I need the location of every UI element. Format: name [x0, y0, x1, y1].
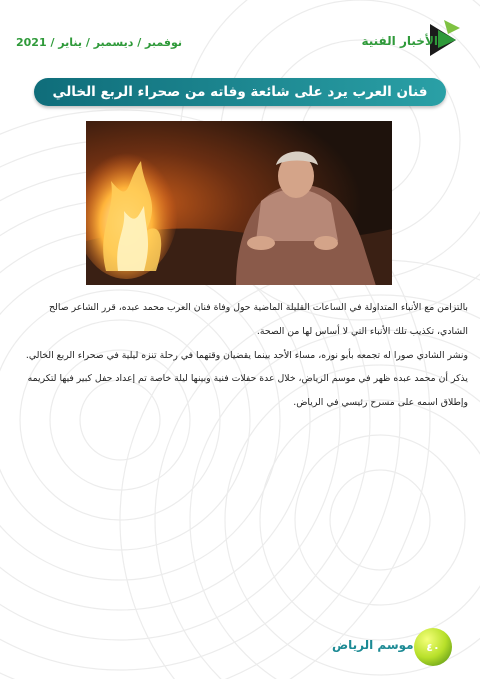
page-number-badge-icon [412, 626, 454, 668]
issue-date: نوفمبر / ديسمبر / يناير / 2021 [16, 36, 182, 49]
page-number: ٤٠ [426, 641, 440, 654]
article-title-bar [34, 78, 446, 106]
article-paragraph-3: يذكر أن محمد عبده ظهر في موسم الرياض، خلال عدة حفلات فنية وبينها ليلة خاصة تم إعداد حفل كبير فيها لتكريمه وإطلاق اسمه على مسرح رئيسي في الرياض. [27, 373, 468, 409]
article-body [16, 296, 468, 415]
article-photo [86, 121, 392, 285]
footer-section-label: موسم الرياض [332, 638, 414, 652]
article-paragraph-2: ونشر الشادي صورا له تجمعه بأبو نوره، مساء الأحد بينما يقضيان وقتهما في رحلة تنزه ليلية في صحراء الربع الخالي. [25, 349, 468, 361]
night-campfire-photo [86, 121, 392, 285]
article-title: فنان العرب يرد على شائعة وفاته من صحراء الربع الخالي [52, 84, 428, 100]
brand-name: الأخبار الفنية [361, 34, 438, 48]
article-paragraph-1: بالتزامن مع الأنباء المتداولة في الساعات القليلة الماضية حول وفاة فنان العرب محمد عبده، قرر الشاعر صالح الشادي، تكذيب تلك الأنباء التي لا أساس لها من الصحة. [49, 302, 468, 337]
